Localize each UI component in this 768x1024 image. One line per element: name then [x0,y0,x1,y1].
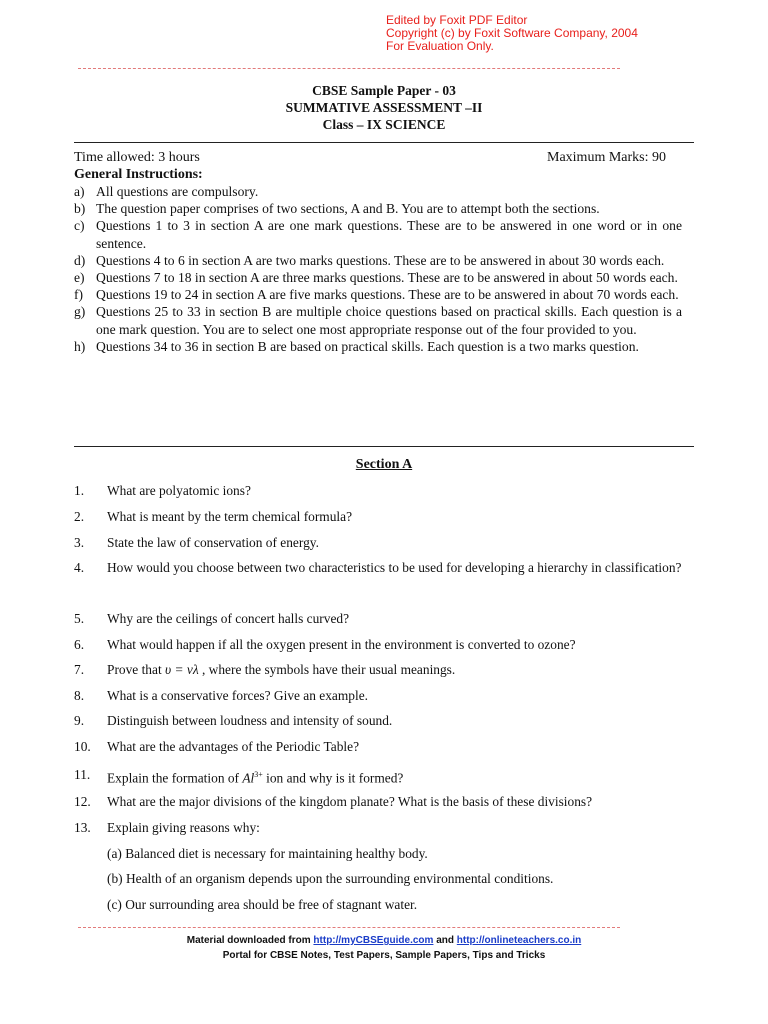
instruction-text: The question paper comprises of two sections, A and B. You are to attempt both the sections. [96,201,600,217]
question-number: 13. [74,820,91,835]
question-text: Distinguish between loudness and intensity of sound. [107,713,393,728]
question-text-part: , where the symbols have their usual meanings. [198,662,456,677]
instruction-item [74,200,682,217]
sub-item-b: (b) Health of an organism depends upon the surrounding environmental conditions. [107,871,554,886]
instruction-label: e) [74,270,85,286]
instruction-text: Questions 4 to 6 in section A are two marks questions. These are to be answered in about 30 words each. [96,252,665,268]
instructions-list [74,183,682,355]
question-text: How would you choose between two characteristics to be used for developing a hierarchy in classification? [107,560,682,575]
section-a-title: Section A [355,457,413,472]
footer-tagline: Portal for CBSE Notes, Test Papers, Sample Papers, Tips and Tricks [222,950,546,961]
question-number: 9. [74,713,85,728]
instruction-label: f) [74,287,84,303]
instruction-text: Questions 1 to 3 in section A are one mark questions. These are to be answered in one word or in one sentence. [96,218,682,251]
instruction-label: h) [74,338,86,354]
foxit-watermark [386,14,686,53]
question-number: 2. [74,509,85,524]
maximum-marks: Maximum Marks: 90 [547,150,666,165]
instructions-heading: General Instructions: [74,167,203,182]
exam-meta [74,150,694,166]
watermark-line-1: Edited by Foxit PDF Editor [386,13,528,27]
question-text: State the law of conservation of energy. [107,535,319,550]
question-number: 11. [74,767,91,782]
question-text [107,762,690,791]
mycbseguide-link[interactable]: http://myCBSEguide.com [313,935,434,946]
question-number: 3. [74,535,85,550]
question-text: What is meant by the term chemical formula? [107,509,353,524]
instructions-rule [74,446,694,447]
instruction-text: All questions are compulsory. [96,184,259,199]
instruction-text: Questions 25 to 33 in section B are multiple choice questions based on practical skills. Each question is a one mark question. You are to select one most appropriate response out of the four provided to you. [96,304,682,337]
instruction-label: g) [74,304,86,320]
instruction-item [74,286,682,303]
question-number: 12. [74,794,91,809]
instruction-item [74,269,682,286]
instruction-item [74,303,682,337]
instruction-label: d) [74,252,86,268]
question-text: What are the advantages of the Periodic Table? [107,739,360,754]
question-text [107,657,690,683]
footer-and: and [433,935,457,946]
question-text: What are the major divisions of the kingdom planate? What is the basis of these divisions? [107,794,593,809]
instruction-item [74,183,682,200]
question-number: 1. [74,483,85,498]
sub-item-a: (a) Balanced diet is necessary for maintaining healthy body. [107,846,428,861]
paper-header [0,82,768,133]
instruction-label: a) [74,184,85,199]
footer-divider [78,927,620,928]
question-text: Why are the ceilings of concert halls curved? [107,611,350,626]
question-text: What would happen if all the oxygen present in the environment is converted to ozone? [107,637,576,652]
question-number: 10. [74,739,91,754]
instruction-item [74,252,682,269]
onlineteachers-link[interactable]: http://onlineteachers.co.in [456,935,582,946]
question-number: 5. [74,611,85,626]
header-divider [78,68,620,69]
question-number: 8. [74,688,85,703]
formula-superscript: 3+ [254,770,263,779]
header-rule [74,142,694,143]
question-text: What is a conservative forces? Give an example. [107,688,368,703]
footer-source [0,935,768,946]
formula: υ = νλ [165,662,199,677]
question-text: Explain giving reasons why: [107,820,260,835]
paper-class: Class – IX SCIENCE [322,117,446,132]
formula: Al [242,770,255,786]
sub-item-c: (c) Our surrounding area should be free of stagnant water. [107,897,418,912]
question-text-part: Explain the formation of [107,770,243,786]
instruction-item [74,338,682,355]
instruction-text: Questions 34 to 36 in section B are based on practical skills. Each question is a two marks question. [96,338,639,354]
question-text: What are polyatomic ions? [107,483,251,498]
watermark-line-2: Copyright (c) by Foxit Software Company, 2004 [386,26,638,40]
question-number: 7. [74,662,85,677]
question-text-part: Prove that [107,662,166,677]
footer-prefix: Material downloaded from [186,935,314,946]
question-number: 4. [74,560,85,575]
paper-subtitle: SUMMATIVE ASSESSMENT –II [285,100,483,115]
question-text-part: ion and why is it formed? [262,770,404,786]
instruction-text: Questions 7 to 18 in section A are three marks questions. These are to be answered in about 50 words each. [96,270,678,286]
paper-title: CBSE Sample Paper - 03 [312,83,456,98]
instruction-label: b) [74,201,86,217]
instruction-item [74,217,682,251]
watermark-line-3: For Evaluation Only. [386,39,494,53]
time-allowed: Time allowed: 3 hours [74,150,200,165]
instruction-text: Questions 19 to 24 in section A are five marks questions. These are to be answered in about 70 words each. [96,287,679,303]
question-number: 6. [74,637,85,652]
instruction-label: c) [74,218,85,234]
